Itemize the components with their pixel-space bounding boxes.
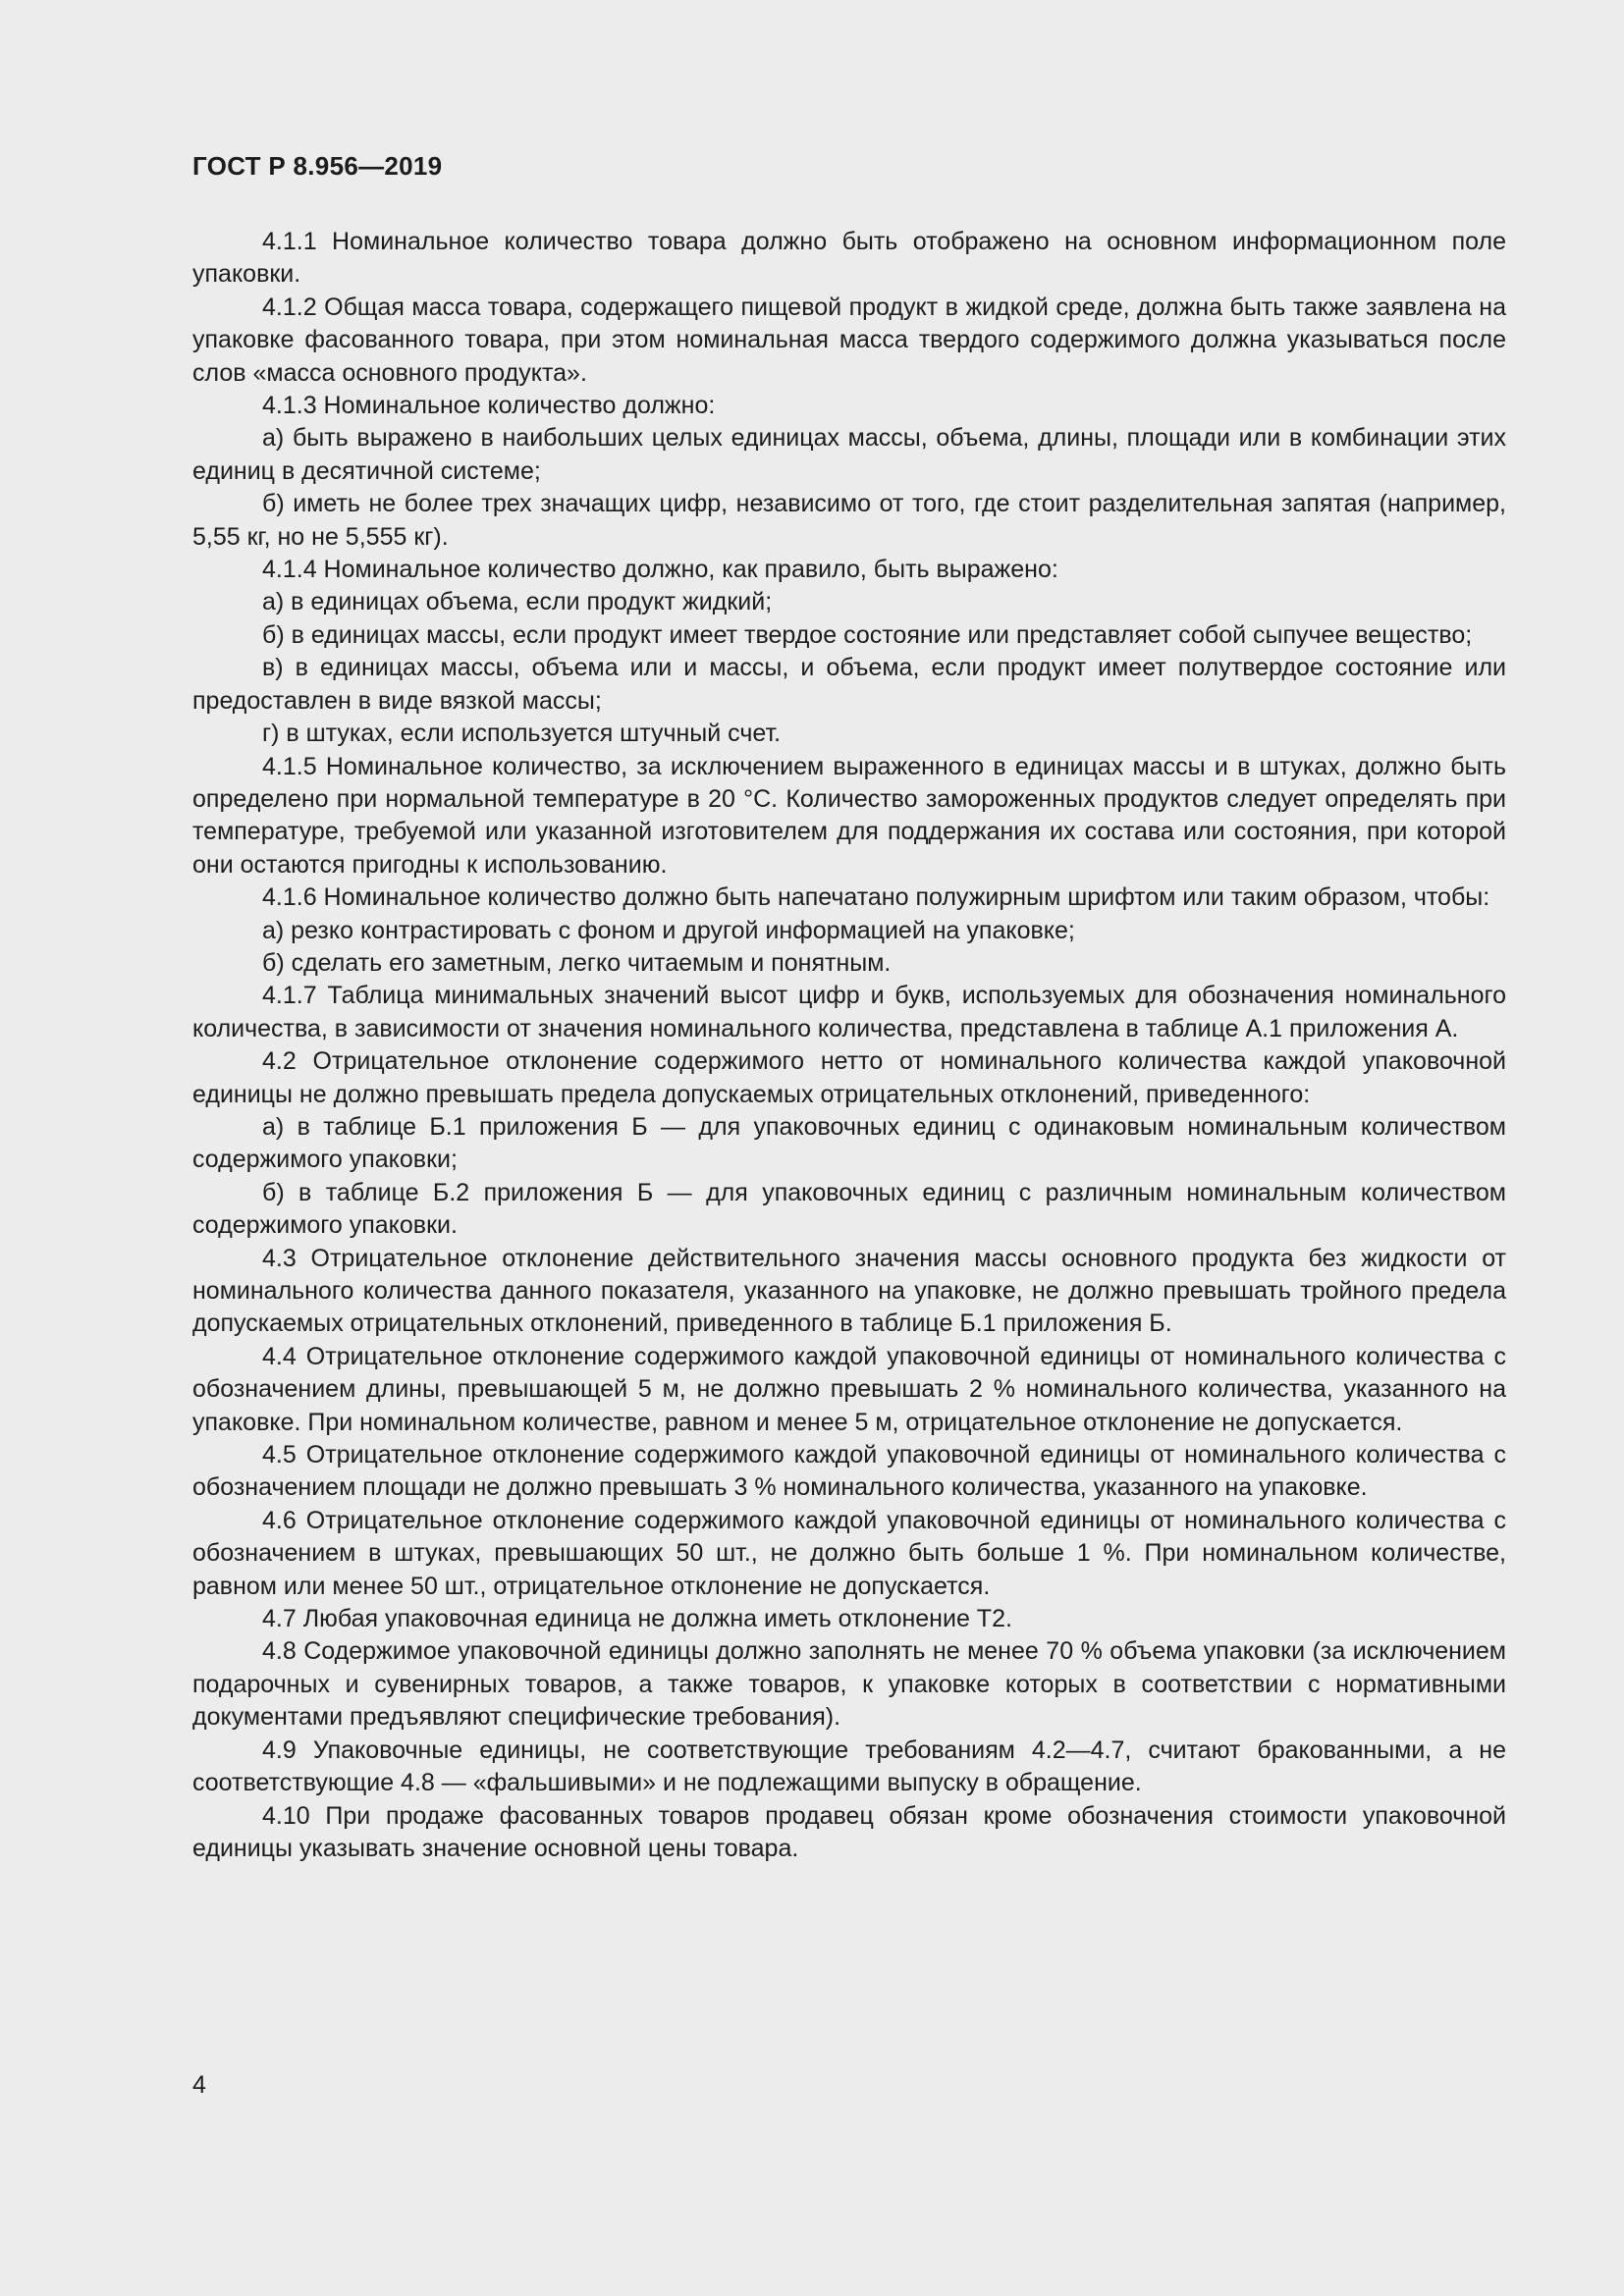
clause-4-2: 4.2 Отрицательное отклонение содержимого нетто от номинального количества каждой упаковочной единицы не должно превышать предела допускаемых отрицательных отклонений, приведенного: <box>192 1047 1506 1108</box>
clause-4-1-7: 4.1.7 Таблица минимальных значений высот цифр и букв, используемых для обозначения номинального количества, в зависимости от значения номинального количества, представлена в таблице А.1 приложения А. <box>192 982 1506 1042</box>
clause-4-9: 4.9 Упаковочные единицы, не соответствующие требованиям 4.2—4.7, считают бракованными, а не соответствующие 4.8 — «фальшивыми» и не подлежащими выпуску в обращение. <box>192 1735 1506 1797</box>
clause-4-1-4-a: а) в единицах объема, если продукт жидкий; <box>262 588 773 616</box>
clause-4-10: 4.10 При продаже фасованных товаров продавец обязан кроме обозначения стоимости упаковочной единицы указывать значение основной цены товара. <box>192 1801 1506 1862</box>
clause-4-2-b: б) в таблице Б.2 приложения Б — для упаковочных единиц с различным номинальным количеством содержимого упаковки. <box>192 1178 1506 1240</box>
clause-4-1-3-a: а) быть выражено в наибольших целых единицах массы, объема, длины, площади или в комбинации этих единиц в десятичной системе; <box>192 424 1506 485</box>
document-header: ГОСТ Р 8.956—2019 <box>192 151 443 181</box>
clause-4-1-4-v: в) в единицах массы, объема или и массы, и объема, если продукт имеет полутвердое состояние или предоставлен в виде вязкой массы; <box>192 654 1506 715</box>
clause-4-2-a: а) в таблице Б.1 приложения Б — для упаковочных единиц с одинаковым номинальным количеством содержимого упаковки; <box>192 1112 1506 1174</box>
clause-4-8: 4.8 Содержимое упаковочной единицы должно заполнять не менее 70 % объема упаковки (за исключением подарочных и сувенирных товаров, а также товаров, к упаковке которых в соответствии с нормативными документами предъявляют специфические требования). <box>192 1637 1506 1732</box>
clause-4-1-4: 4.1.4 Номинальное количество должно, как правило, быть выражено: <box>262 556 1058 584</box>
clause-4-4: 4.4 Отрицательное отклонение содержимого каждой упаковочной единицы от номинального количества с обозначением длины, превышающей 5 м, не должно превышать 2 % номинального количества, указанного на упаковке. При номинальном количестве, равном и менее 5 м, отрицательное отклонение не допускается. <box>192 1342 1506 1436</box>
clause-4-7: 4.7 Любая упаковочная единица не должна иметь отклонение Т2. <box>262 1605 1012 1633</box>
clause-4-1-2: 4.1.2 Общая масса товара, содержащего пищевой продукт в жидкой среде, должна быть также заявлена на упаковке фасованного товара, при этом номинальная масса твердого содержимого должна указываться после слов «масса основного продукта». <box>192 293 1506 387</box>
clause-4-1-3: 4.1.3 Номинальное количество должно: <box>262 392 716 420</box>
clause-4-1-3-b: б) иметь не более трех значащих цифр, независимо от того, где стоит разделительная запятая (например, 5,55 кг, но не 5,555 кг). <box>192 490 1506 551</box>
clause-4-3: 4.3 Отрицательное отклонение действительного значения массы основного продукта без жидкости от номинального количества данного показателя, указанного на упаковке, не должно превышать тройного предела допускаемых отрицательных отклонений, приведенного в таблице Б.1 приложения Б. <box>192 1244 1506 1338</box>
clause-4-6: 4.6 Отрицательное отклонение содержимого каждой упаковочной единицы от номинального количества с обозначением в штуках, превышающих 50 шт., не должно быть больше 1 %. При номинальном количестве, равном или менее 50 шт., отрицательное отклонение не допускается. <box>192 1506 1506 1600</box>
clause-4-1-6-a: а) резко контрастировать с фоном и другой информацией на упаковке; <box>262 916 1075 944</box>
clause-4-1-4-g: г) в штуках, если используется штучный счет. <box>262 720 782 748</box>
clause-4-1-5: 4.1.5 Номинальное количество, за исключением выраженного в единицах массы и в штуках, должно быть определено при нормальной температуре в 20 °С. Количество замороженных продуктов следует определять при температуре, требуемой или указанной изготовителем для поддержания их состава или состояния, при которой они остаются пригодны к использованию. <box>192 752 1506 879</box>
clause-4-1-4-b: б) в единицах массы, если продукт имеет твердое состояние или представляет собой сыпучее вещество; <box>262 620 1473 649</box>
page-number: 4 <box>192 2071 206 2099</box>
clause-4-1-6-b: б) сделать его заметным, легко читаемым и понятным. <box>262 948 892 977</box>
clause-4-5: 4.5 Отрицательное отклонение содержимого каждой упаковочной единицы от номинального количества с обозначением площади не должно превышать 3 % номинального количества, указанного на упаковке. <box>192 1441 1506 1502</box>
document-body <box>192 226 1506 1865</box>
clause-4-1-6: 4.1.6 Номинальное количество должно быть напечатано полужирным шрифтом или таким образом, чтобы: <box>262 883 1490 912</box>
clause-4-1-1: 4.1.1 Номинальное количество товара должно быть отображено на основном информационном поле упаковки. <box>192 228 1506 289</box>
